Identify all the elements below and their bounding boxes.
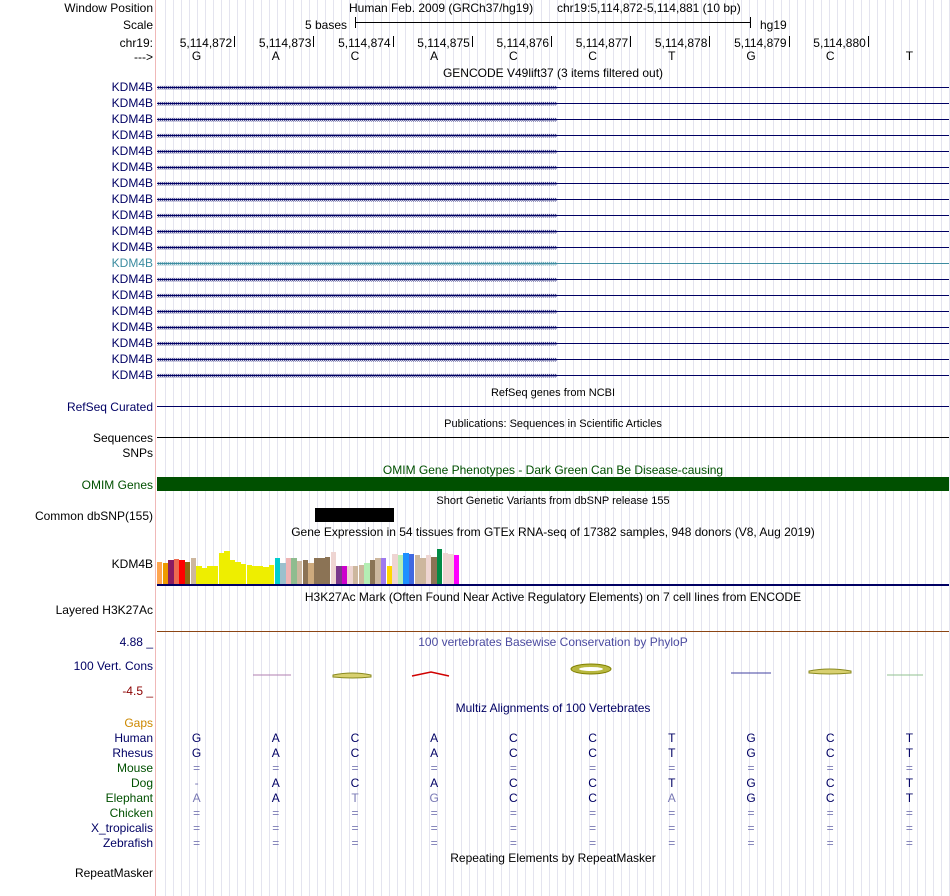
gencode-gene-label[interactable]: KDM4B bbox=[111, 128, 153, 142]
base-letter: C bbox=[350, 49, 360, 63]
coord-tick bbox=[868, 36, 869, 47]
multiz-base: = bbox=[193, 761, 201, 775]
gencode-strand-arrows: ›››››››››››››››››››››››››››››››››››››››››››››››››››››››››››››››››››››››››››››››››››››››››››››››››››››››››››››››››››››››››››››››››››››››››››››››››››››››››››››››››››››››››››››››››››››››››››››››››››››››› bbox=[157, 195, 557, 203]
gtex-tissue-bar[interactable] bbox=[375, 558, 380, 584]
gencode-gene-label[interactable]: KDM4B bbox=[111, 352, 153, 366]
coord-label: 5,114,879 bbox=[734, 36, 787, 50]
gencode-gene-label[interactable]: KDM4B bbox=[111, 160, 153, 174]
multiz-base: = bbox=[668, 806, 676, 820]
multiz-base: C bbox=[509, 731, 518, 745]
gencode-gene-label[interactable]: KDM4B bbox=[111, 288, 153, 302]
cons-mark bbox=[809, 669, 851, 674]
gencode-gene-label[interactable]: KDM4B bbox=[111, 368, 153, 382]
multiz-base: T bbox=[351, 791, 359, 805]
multiz-base: T bbox=[905, 746, 914, 760]
coord-label: 5,114,876 bbox=[496, 36, 549, 50]
multiz-base: C bbox=[350, 731, 360, 745]
coord-label: 5,114,878 bbox=[654, 36, 708, 50]
multiz-base: T bbox=[905, 731, 914, 745]
gencode-strand-arrows: ›››››››››››››››››››››››››››››››››››››››››››››››››››››››››››››››››››››››››››››››››››››››››››››››››››››››››››››››››››››››››››››››››››››››››››››››››››››››››››››››››››››››››››››››››››››››››››››››››››››››› bbox=[157, 323, 557, 331]
base-letter: T bbox=[905, 49, 914, 63]
dbsnp-variant[interactable] bbox=[315, 508, 394, 522]
multiz-species-label[interactable]: Chicken bbox=[109, 806, 153, 820]
multiz-base: = bbox=[905, 761, 913, 775]
gencode-strand-arrows: ›››››››››››››››››››››››››››››››››››››››››››››››››››››››››››››››››››››››››››››››››››››››››››››››››››››››››››››››››››››››››››››››››››››››››››››››››››››››››››››››››››››››››››››››››››››››››››››››››››››››› bbox=[157, 259, 557, 267]
coord-tick bbox=[789, 36, 790, 47]
multiz-base: = bbox=[905, 821, 913, 835]
publications-label[interactable]: Sequences bbox=[92, 431, 153, 445]
gtex-tissue-bar[interactable] bbox=[308, 563, 313, 584]
gtex-tissue-bar[interactable] bbox=[431, 557, 436, 584]
multiz-base: = bbox=[193, 806, 201, 820]
cons-track-title[interactable]: 100 vertebrates Basewise Conservation by PhyloP bbox=[418, 635, 688, 649]
multiz-base: = bbox=[747, 836, 755, 850]
gtex-tissue-bar[interactable] bbox=[179, 560, 184, 584]
multiz-base: = bbox=[351, 761, 359, 775]
multiz-species-label[interactable]: X_tropicalis bbox=[90, 821, 153, 835]
gtex-tissue-bar[interactable] bbox=[448, 554, 453, 584]
multiz-base: = bbox=[905, 806, 913, 820]
multiz-base: G bbox=[746, 746, 756, 760]
cons-min-label: -4.5 _ bbox=[122, 684, 153, 698]
refseq-gene-line[interactable] bbox=[157, 406, 949, 408]
multiz-base: = bbox=[272, 761, 280, 775]
gencode-strand-arrows: ›››››››››››››››››››››››››››››››››››››››››››››››››››››››››››››››››››››››››››››››››››››››››››››››››››››››››››››››››››››››››››››››››››››››››››››››››››››››››››››››››››››››››››››››››››››››››››››››››››››››› bbox=[157, 291, 557, 299]
base-letter: A bbox=[430, 49, 439, 63]
chrom-label: chr19: bbox=[119, 36, 153, 50]
gencode-track-title[interactable]: GENCODE V49lift37 (3 items filtered out) bbox=[442, 66, 664, 80]
multiz-base: C bbox=[588, 731, 597, 745]
gtex-bars[interactable] bbox=[157, 540, 949, 584]
multiz-base: = bbox=[747, 806, 755, 820]
multiz-base: T bbox=[905, 776, 914, 790]
scale-db: hg19 bbox=[760, 18, 787, 32]
gencode-gene-label[interactable]: KDM4B bbox=[111, 224, 153, 238]
scale-label: Scale bbox=[122, 18, 153, 32]
multiz-base: = bbox=[826, 806, 834, 820]
coord-tick bbox=[472, 36, 473, 47]
multiz-base: A bbox=[192, 791, 201, 805]
multiz-base: G bbox=[191, 746, 202, 760]
gtex-tissue-bar[interactable] bbox=[291, 558, 296, 584]
publications-track-title[interactable]: Publications: Sequences in Scientific Articles bbox=[444, 418, 662, 430]
multiz-base: A bbox=[430, 731, 439, 745]
cons-mark bbox=[579, 667, 603, 671]
multiz-base: A bbox=[271, 746, 280, 760]
multiz-base: = bbox=[351, 821, 359, 835]
gtex-tissue-bar[interactable] bbox=[454, 555, 459, 584]
multiz-species-label[interactable]: Dog bbox=[130, 776, 153, 790]
gencode-gene-label[interactable]: KDM4B bbox=[111, 112, 153, 126]
gencode-gene-label[interactable]: KDM4B bbox=[111, 272, 153, 286]
omim-track-title[interactable]: OMIM Gene Phenotypes - Dark Green Can Be Disease-causing bbox=[382, 463, 724, 477]
gtex-tissue-bar[interactable] bbox=[263, 567, 268, 584]
gencode-gene-label[interactable]: KDM4B bbox=[111, 96, 153, 110]
dbsnp-label[interactable]: Common dbSNP(155) bbox=[34, 509, 153, 523]
gtex-tissue-bar[interactable] bbox=[235, 562, 240, 584]
multiz-species-label[interactable]: Human bbox=[114, 731, 153, 745]
coord-tick bbox=[313, 36, 314, 47]
h3k27ac-track-title[interactable]: H3K27Ac Mark (Often Found Near Active Regulatory Elements) on 7 cell lines from ENCODE bbox=[304, 590, 802, 604]
multiz-base: A bbox=[271, 776, 280, 790]
multiz-base: C bbox=[588, 791, 597, 805]
gtex-tissue-bar[interactable] bbox=[168, 560, 173, 584]
multiz-base: C bbox=[825, 791, 835, 805]
multiz-base: C bbox=[588, 776, 597, 790]
refseq-label[interactable]: RefSeq Curated bbox=[66, 400, 153, 414]
multiz-base: C bbox=[509, 791, 518, 805]
gencode-strand-arrows: ›››››››››››››››››››››››››››››››››››››››››››››››››››››››››››››››››››››››››››››››››››››››››››››››››››››››››››››››››››››››››››››››››››››››››››››››››››››››››››››››››››››››››››››››››››››››››››››››››››››››› bbox=[157, 307, 557, 315]
multiz-base: C bbox=[509, 746, 518, 760]
multiz-base: T bbox=[668, 731, 676, 745]
multiz-base: G bbox=[746, 791, 756, 805]
publications-line[interactable] bbox=[157, 437, 949, 438]
snps-label[interactable]: SNPs bbox=[122, 446, 153, 460]
multiz-base: = bbox=[509, 836, 517, 850]
coord-tick bbox=[630, 36, 631, 47]
gtex-tissue-bar[interactable] bbox=[252, 566, 257, 584]
gtex-tissue-bar[interactable] bbox=[420, 558, 425, 584]
gencode-strand-arrows: ›››››››››››››››››››››››››››››››››››››››››››››››››››››››››››››››››››››››››››››››››››››››››››››››››››››››››››››››››››››››››››››››››››››››››››››››››››››››››››››››››››››››››››››››››››››››››››››››››››››››› bbox=[157, 227, 557, 235]
gtex-tissue-bar[interactable] bbox=[347, 566, 352, 584]
gencode-strand-arrows: ›››››››››››››››››››››››››››››››››››››››››››››››››››››››››››››››››››››››››››››››››››››››››››››››››››››››››››››››››››››››››››››››››››››››››››››››››››››››››››››››››››››››››››››››››››››››››››››››››››››››› bbox=[157, 99, 557, 107]
gencode-strand-arrows: ›››››››››››››››››››››››››››››››››››››››››››››››››››››››››››››››››››››››››››››››››››››››››››››››››››››››››››››››››››››››››››››››››››››››››››››››››››››››››››››››››››››››››››››››››››››››››››››››››››››››› bbox=[157, 131, 557, 139]
gencode-gene-label[interactable]: KDM4B bbox=[111, 336, 153, 350]
scale-bar bbox=[355, 17, 751, 28]
multiz-base: = bbox=[668, 836, 676, 850]
coord-label: 5,114,875 bbox=[417, 36, 470, 50]
multiz-base: = bbox=[351, 836, 359, 850]
gencode-gene-label[interactable]: KDM4B bbox=[111, 208, 153, 222]
cons-max-label: 4.88 _ bbox=[119, 635, 153, 649]
gencode-strand-arrows: ›››››››››››››››››››››››››››››››››››››››››››››››››››››››››››››››››››››››››››››››››››››››››››››››››››››››››››››››››››››››››››››››››››››››››››››››››››››››››››››››››››››››››››››››››››››››››››››››››››››››› bbox=[157, 211, 557, 219]
gtex-tissue-bar[interactable] bbox=[403, 553, 408, 584]
base-letter: C bbox=[588, 49, 597, 63]
gtex-baseline bbox=[157, 584, 949, 586]
multiz-base: A bbox=[667, 791, 676, 805]
multiz-base: = bbox=[589, 836, 597, 850]
multiz-base: = bbox=[430, 761, 438, 775]
base-letter: C bbox=[509, 49, 518, 63]
gencode-strand-arrows: ›››››››››››››››››››››››››››››››››››››››››››››››››››››››››››››››››››››››››››››››››››››››››››››››››››››››››››››››››››››››››››››››››››››››››››››››››››››››››››››››››››››››››››››››››››››››››››››››››››››››› bbox=[157, 339, 557, 347]
omim-feature[interactable] bbox=[157, 477, 949, 491]
coord-label: 5,114,877 bbox=[575, 36, 629, 50]
multiz-base: C bbox=[350, 746, 360, 760]
gencode-strand-arrows: ›››››››››››››››››››››››››››››››››››››››››››››››››››››››››››››››››››››››››››››››››››››››››››››››››››››››››››››››››››››››››››››››››››››››››››››››››››››››››››››››››››››››››››››››››››››››››››››››››››››››› bbox=[157, 275, 557, 283]
coord-label: 5,114,873 bbox=[258, 36, 312, 50]
multiz-base: T bbox=[668, 776, 676, 790]
multiz-base: = bbox=[826, 761, 834, 775]
gtex-tissue-bar[interactable] bbox=[196, 566, 201, 584]
multiz-species-label[interactable]: Elephant bbox=[105, 791, 153, 805]
multiz-base: G bbox=[746, 731, 756, 745]
multiz-base: T bbox=[668, 746, 676, 760]
multiz-base: C bbox=[825, 746, 835, 760]
repeatmasker-track-title[interactable]: Repeating Elements by RepeatMasker bbox=[450, 851, 656, 865]
cons-mark bbox=[412, 672, 449, 676]
gencode-strand-arrows: ›››››››››››››››››››››››››››››››››››››››››››››››››››››››››››››››››››››››››››››››››››››››››››››››››››››››››››››››››››››››››››››››››››››››››››››››››››››››››››››››››››››››››››››››››››››››››››››››››››››››› bbox=[157, 163, 557, 171]
multiz-base: = bbox=[826, 836, 834, 850]
coord-label: 5,114,880 bbox=[813, 36, 866, 50]
coord-tick bbox=[393, 36, 394, 47]
gtex-tissue-bar[interactable] bbox=[207, 566, 212, 584]
cons-wiggle[interactable] bbox=[157, 655, 949, 690]
multiz-base: = bbox=[272, 806, 280, 820]
multiz-base: = bbox=[272, 836, 280, 850]
gencode-strand-arrows: ›››››››››››››››››››››››››››››››››››››››››››››››››››››››››››››››››››››››››››››››››››››››››››››››››››››››››››››››››››››››››››››››››››››››››››››››››››››››››››››››››››››››››››››››››››››››››››››››››››››››› bbox=[157, 115, 557, 123]
label-separator bbox=[155, 0, 156, 896]
cons-label[interactable]: 100 Vert. Cons bbox=[73, 659, 153, 673]
multiz-base: = bbox=[589, 761, 597, 775]
gencode-strand-arrows: ›››››››››››››››››››››››››››››››››››››››››››››››››››››››››››››››››››››››››››››››››››››››››››››››››››››››››››››››››››››››››››››››››››››››››››››››››››››››››››››››››››››››››››››››››››››››››››››››››››››››› bbox=[157, 83, 557, 91]
multiz-base: = bbox=[589, 806, 597, 820]
multiz-base: C bbox=[825, 731, 835, 745]
multiz-base: C bbox=[825, 776, 835, 790]
gtex-tissue-bar[interactable] bbox=[336, 566, 341, 584]
gencode-strand-arrows: ›››››››››››››››››››››››››››››››››››››››››››››››››››››››››››››››››››››››››››››››››››››››››››››››››››››››››››››››››››››››››››››››››››››››››››››››››››››››››››››››››››››››››››››››››››››››››››››››››››››››› bbox=[157, 355, 557, 363]
multiz-base: = bbox=[905, 836, 913, 850]
multiz-base: = bbox=[826, 821, 834, 835]
gencode-gene-label[interactable]: KDM4B bbox=[111, 240, 153, 254]
multiz-species-label[interactable]: Mouse bbox=[116, 761, 153, 775]
gtex-tissue-bar[interactable] bbox=[319, 558, 324, 584]
gencode-strand-arrows: ›››››››››››››››››››››››››››››››››››››››››››››››››››››››››››››››››››››››››››››››››››››››››››››››››››››››››››››››››››››››››››››››››››››››››››››››››››››››››››››››››››››››››››››››››››››››››››››››››››››››› bbox=[157, 371, 557, 379]
multiz-base: A bbox=[271, 791, 280, 805]
gtex-track-title[interactable]: Gene Expression in 54 tissues from GTEx RNA-seq of 17382 samples, 948 donors (V8, Aug 2019) bbox=[291, 525, 815, 539]
dbsnp-track-title[interactable]: Short Genetic Variants from dbSNP release 155 bbox=[436, 495, 670, 507]
multiz-base: = bbox=[509, 806, 517, 820]
gencode-gene-label[interactable]: KDM4B bbox=[111, 144, 153, 158]
refseq-track-title[interactable]: RefSeq genes from NCBI bbox=[490, 387, 616, 399]
multiz-base: = bbox=[430, 821, 438, 835]
base-letter: T bbox=[668, 49, 676, 63]
coord-label: 5,114,872 bbox=[179, 36, 233, 50]
multiz-track-title[interactable]: Multiz Alignments of 100 Vertebrates bbox=[455, 701, 651, 715]
position-readout: chr19:5,114,872-5,114,881 (10 bp) bbox=[557, 1, 741, 15]
multiz-base: C bbox=[588, 746, 597, 760]
gtex-tissue-bar[interactable] bbox=[392, 554, 397, 584]
scale-text: 5 bases bbox=[305, 18, 348, 32]
gencode-strand-arrows: ›››››››››››››››››››››››››››››››››››››››››››››››››››››››››››››››››››››››››››››››››››››››››››››››››››››››››››››››››››››››››››››››››››››››››››››››››››››››››››››››››››››››››››››››››››››››››››››››››››››››› bbox=[157, 243, 557, 251]
cons-mark bbox=[333, 673, 371, 678]
multiz-species-label[interactable]: Rhesus bbox=[112, 746, 153, 760]
multiz-base: - bbox=[194, 776, 199, 790]
multiz-base: = bbox=[193, 836, 201, 850]
multiz-base: G bbox=[191, 731, 202, 745]
multiz-base: C bbox=[350, 776, 360, 790]
gencode-gene-label[interactable]: KDM4B bbox=[111, 256, 153, 270]
multiz-base: = bbox=[272, 821, 280, 835]
base-letter: C bbox=[825, 49, 835, 63]
multiz-base: G bbox=[746, 776, 756, 790]
gtex-tissue-bar[interactable] bbox=[364, 563, 369, 584]
multiz-base: = bbox=[430, 836, 438, 850]
gencode-gene-label[interactable]: KDM4B bbox=[111, 304, 153, 318]
gencode-gene-label[interactable]: KDM4B bbox=[111, 80, 153, 94]
h3k27ac-baseline bbox=[157, 631, 949, 632]
multiz-base: = bbox=[668, 821, 676, 835]
multiz-base: = bbox=[193, 821, 201, 835]
base-letter: A bbox=[271, 49, 280, 63]
gtex-tissue-bar[interactable] bbox=[224, 551, 229, 584]
multiz-base: T bbox=[905, 791, 914, 805]
omim-label[interactable]: OMIM Genes bbox=[81, 478, 153, 492]
base-letter: G bbox=[191, 49, 202, 63]
gtex-tissue-bar[interactable] bbox=[280, 563, 285, 584]
gencode-gene-label[interactable]: KDM4B bbox=[111, 320, 153, 334]
multiz-base: G bbox=[429, 791, 439, 805]
gtex-label[interactable]: KDM4B bbox=[111, 557, 153, 571]
repeatmasker-label[interactable]: RepeatMasker bbox=[74, 866, 153, 880]
multiz-base: = bbox=[351, 806, 359, 820]
multiz-base: = bbox=[509, 761, 517, 775]
multiz-base: = bbox=[747, 761, 755, 775]
multiz-base: C bbox=[509, 776, 518, 790]
multiz-species-label[interactable]: Zebrafish bbox=[102, 836, 153, 850]
gencode-strand-arrows: ›››››››››››››››››››››››››››››››››››››››››››››››››››››››››››››››››››››››››››››››››››››››››››››››››››››››››››››››››››››››››››››››››››››››››››››››››››››››››››››››››››››››››››››››››››››››››››››››››››››››› bbox=[157, 147, 557, 155]
multiz-base: = bbox=[668, 761, 676, 775]
gencode-gene-label[interactable]: KDM4B bbox=[111, 192, 153, 206]
base-letter: G bbox=[746, 49, 756, 63]
coord-tick bbox=[234, 36, 235, 47]
gaps-label[interactable]: Gaps bbox=[124, 716, 153, 730]
multiz-base: = bbox=[509, 821, 517, 835]
assembly-title: Human Feb. 2009 (GRCh37/hg19) bbox=[349, 1, 534, 15]
window-position-label: Window Position bbox=[64, 1, 153, 15]
gencode-gene-label[interactable]: KDM4B bbox=[111, 176, 153, 190]
coord-tick bbox=[709, 36, 710, 47]
h3k27ac-label[interactable]: Layered H3K27Ac bbox=[55, 603, 153, 617]
coord-label: 5,114,874 bbox=[338, 36, 391, 50]
strand-label: ---> bbox=[134, 50, 153, 64]
multiz-base: A bbox=[430, 776, 439, 790]
multiz-base: A bbox=[271, 731, 280, 745]
gencode-strand-arrows: ›››››››››››››››››››››››››››››››››››››››››››››››››››››››››››››››››››››››››››››››››››››››››››››››››››››››››››››››››››››››››››››››››››››››››››››››››››››››››››››››››››››››››››››››››››››››››››››››››››››››› bbox=[157, 179, 557, 187]
multiz-base: = bbox=[747, 821, 755, 835]
multiz-base: A bbox=[430, 746, 439, 760]
coord-tick bbox=[551, 36, 552, 47]
multiz-base: = bbox=[430, 806, 438, 820]
multiz-base: = bbox=[589, 821, 597, 835]
